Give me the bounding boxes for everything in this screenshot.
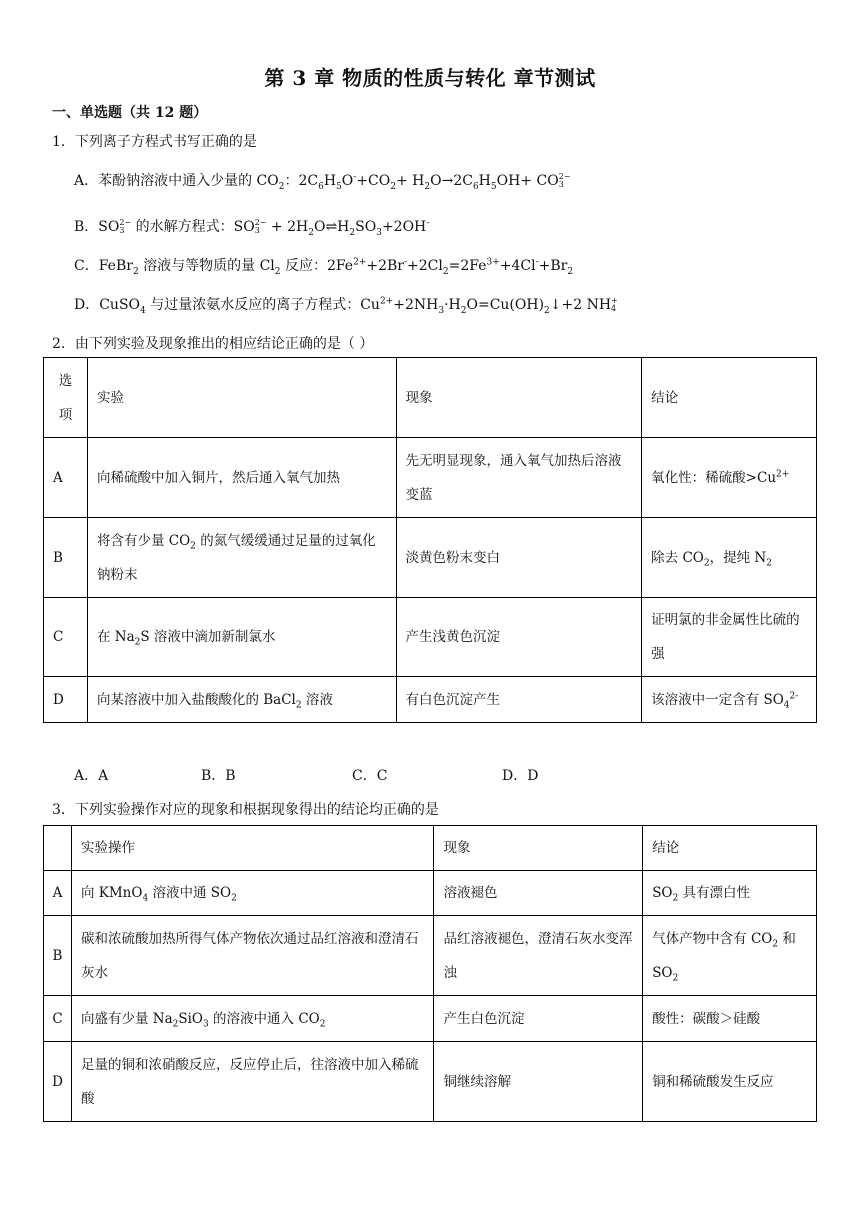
- row-option: C: [44, 598, 88, 677]
- answer-a[interactable]: A．A: [74, 768, 109, 784]
- table-row: [44, 518, 817, 598]
- q2-table: [43, 357, 817, 723]
- row-experiment: 向稀硫酸中加入铜片，然后通入氧气加热: [87, 438, 396, 518]
- row-operation: 向盛有少量 $Na_2SiO_3$ 的溶液中通入 $CO_2$: [71, 996, 434, 1042]
- table-row: [44, 871, 817, 916]
- header-conclusion: 结论: [643, 826, 817, 871]
- table-row: [44, 438, 817, 518]
- row-experiment: 将含有少量 $CO_2$ 的氮气缓缓通过足量的过氧化钠粉末: [87, 518, 396, 598]
- row-operation: 碳和浓硫酸加热所得气体产物依次通过品红溶液和澄清石灰水: [71, 916, 434, 996]
- row-conclusion: 气体产物中含有 $CO_2$ 和 $SO_2$: [643, 916, 817, 996]
- answer-c[interactable]: C．C: [352, 768, 388, 784]
- row-option: A: [44, 871, 72, 916]
- row-option: D: [44, 1042, 72, 1122]
- answer-d[interactable]: D．D: [502, 768, 539, 784]
- row-option: D: [44, 677, 88, 723]
- row-conclusion: 该溶液中一定含有 $SO_4^{2-}$: [642, 677, 817, 723]
- header-conclusion: 结论: [642, 358, 817, 438]
- row-phenomenon: 产生浅黄色沉淀: [396, 598, 642, 677]
- row-phenomenon: 铜继续溶解: [434, 1042, 643, 1122]
- row-operation: 向 KMnO$_4$ 溶液中通 $SO_2$: [71, 871, 434, 916]
- header-phenomenon: 现象: [434, 826, 643, 871]
- table-row: [44, 916, 817, 996]
- row-phenomenon: 产生白色沉淀: [434, 996, 643, 1042]
- row-conclusion: 铜和稀硫酸发生反应: [643, 1042, 817, 1122]
- q1-option-d: D．CuSO$_4$ 与过量浓氨水反应的离子方程式：$Cu^{2+}+2NH_3\cdot H_2O=Cu(OH)_2↓+2$ NH + 4: [74, 296, 618, 316]
- row-conclusion: 证明氯的非金属性比硫的强: [642, 598, 817, 677]
- q1-option-a: A．苯酚钠溶液中通入少量的 $CO_2$：$2C_6H_5O^-+CO_2+ H_2O\to 2C_6H_5OH+$ CO 2− 3: [74, 172, 571, 192]
- row-operation: 足量的铜和浓硝酸反应，反应停止后，往溶液中加入稀硫酸: [71, 1042, 434, 1122]
- question-3-stem: 3．下列实验操作对应的现象和根据现象得出的结论均正确的是: [52, 802, 439, 818]
- page-title: 第 3 章 物质的性质与转化 章节测试: [264, 66, 596, 90]
- q3-table: [43, 825, 817, 1122]
- q1-option-b: B．SO 2− 3 的水解方程式：SO 2− 3 + $2H_2O\rightleftharpoons H_2SO_3+2OH^-$: [74, 218, 430, 238]
- row-phenomenon: 有白色沉淀产生: [396, 677, 642, 723]
- table-row: [44, 996, 817, 1042]
- row-option: A: [44, 438, 88, 518]
- table-header-row: [44, 826, 817, 871]
- q1-option-c: C．FeBr$_2$ 溶液与等物质的量 $Cl_2$ 反应：$2Fe^{2+}+2Br^-+2Cl_2=2Fe^{3+}+4Cl^-+Br_2$: [74, 257, 574, 277]
- row-phenomenon: 淡黄色粉末变白: [396, 518, 642, 598]
- table-row: [44, 677, 817, 723]
- table-row: [44, 1042, 817, 1122]
- row-conclusion: 除去 $CO_2$，提纯 $N_2$: [642, 518, 817, 598]
- answer-b[interactable]: B．B: [201, 768, 236, 784]
- row-phenomenon: 先无明显现象，通入氧气加热后溶液变蓝: [396, 438, 642, 518]
- table-header-row: [44, 358, 817, 438]
- row-option: B: [44, 518, 88, 598]
- section-heading: 一、单选题（共 12 题）: [52, 105, 208, 121]
- question-2-stem: 2．由下列实验及现象推出的相应结论正确的是（ ）: [52, 336, 374, 352]
- row-option: B: [44, 916, 72, 996]
- table-row: [44, 598, 817, 677]
- header-option: 选项: [44, 358, 88, 438]
- row-experiment: 在 $Na_2S$ 溶液中滴加新制氯水: [87, 598, 396, 677]
- row-phenomenon: 品红溶液褪色，澄清石灰水变浑浊: [434, 916, 643, 996]
- row-conclusion: $SO_2$ 具有漂白性: [643, 871, 817, 916]
- row-experiment: 向某溶液中加入盐酸酸化的 BaCl$_2$ 溶液: [87, 677, 396, 723]
- row-option: C: [44, 996, 72, 1042]
- row-conclusion: 酸性：碳酸＞硅酸: [643, 996, 817, 1042]
- row-conclusion: 氧化性：稀硫酸$>Cu^{2+}$: [642, 438, 817, 518]
- question-1-stem: 1．下列离子方程式书写正确的是: [52, 134, 257, 150]
- header-option: [44, 826, 72, 871]
- header-operation: 实验操作: [71, 826, 434, 871]
- header-phenomenon: 现象: [396, 358, 642, 438]
- row-phenomenon: 溶液褪色: [434, 871, 643, 916]
- header-experiment: 实验: [87, 358, 396, 438]
